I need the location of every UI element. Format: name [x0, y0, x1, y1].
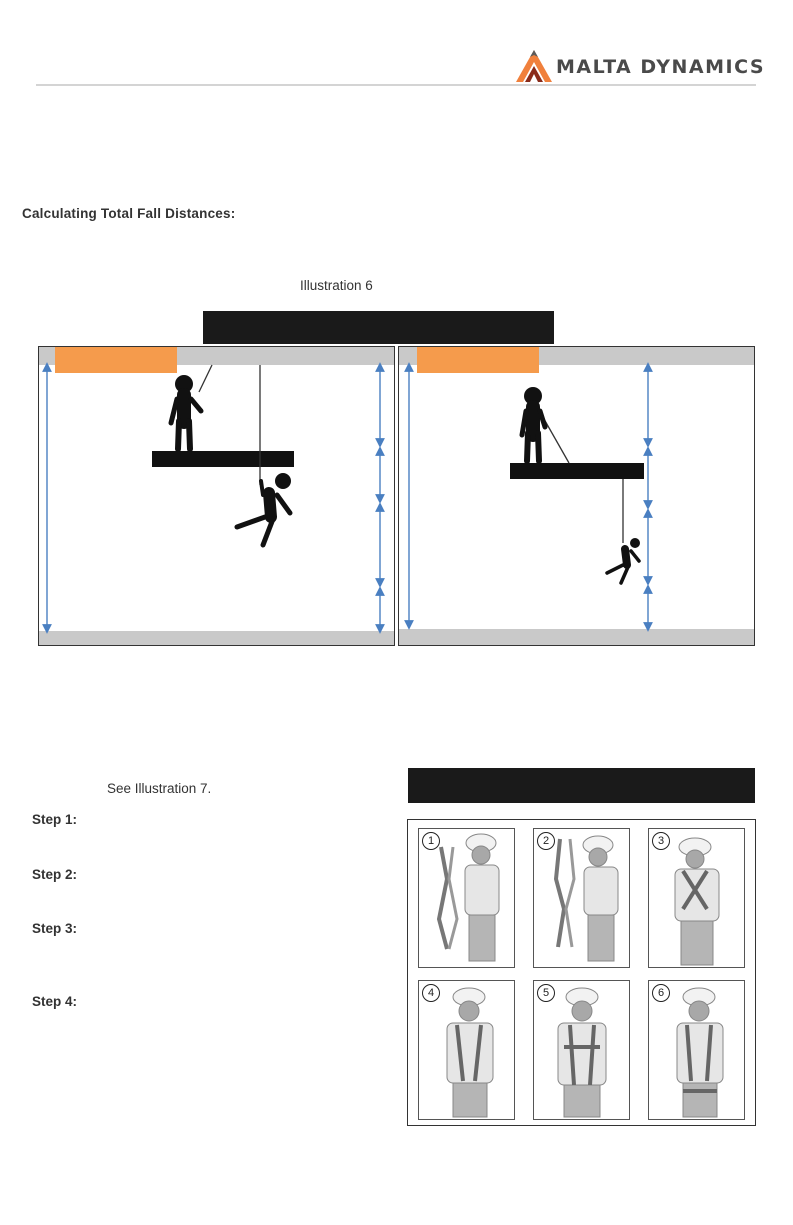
panel-b-tab [417, 347, 539, 373]
worker-back-view-icon [675, 838, 719, 965]
illustration-7-banner [408, 768, 755, 803]
photo-number-5: 5 [537, 984, 555, 1002]
step-4-label: Step 4: [32, 994, 78, 1009]
photo-number-2: 2 [537, 832, 555, 850]
worker-lanyard [199, 365, 212, 392]
standing-worker-icon [522, 387, 545, 461]
step-2-label: Step 2: [32, 867, 78, 882]
standing-worker-icon [171, 375, 201, 449]
worker-lanyard [544, 419, 569, 463]
brand-name: MALTA DYNAMICS [556, 56, 766, 78]
worker-shaking-harness-icon [556, 836, 618, 961]
harness-donning-photos [407, 819, 756, 1126]
photo-number-4: 4 [422, 984, 440, 1002]
photo-number-6: 6 [652, 984, 670, 1002]
harness-photo-5 [533, 980, 630, 1120]
step-1-label: Step 1: [32, 812, 78, 827]
worker-holding-harness-icon [439, 834, 499, 961]
harness-photo-3 [648, 828, 745, 968]
section-title: Calculating Total Fall Distances: [22, 206, 236, 221]
photo-number-1: 1 [422, 832, 440, 850]
photo-number-3: 3 [652, 832, 670, 850]
worker-tightening-straps-icon [677, 988, 723, 1117]
worker-buckling-chest-strap-icon [558, 988, 606, 1117]
fall-diagram-panel-b [398, 346, 755, 646]
worker-adjusting-harness-icon [447, 988, 493, 1117]
ground-level-band [399, 629, 754, 645]
illustration-6-banner [203, 311, 554, 344]
brand-logo [512, 46, 766, 86]
header-divider [36, 84, 756, 86]
harness-photo-1 [418, 828, 515, 968]
illustration-6-caption: Illustration 6 [300, 278, 373, 293]
work-platform [152, 451, 294, 467]
fall-diagram-panel-a [38, 346, 395, 646]
falling-worker-icon [237, 473, 291, 545]
illustration-7-caption: See Illustration 7. [107, 781, 212, 796]
harness-photo-4 [418, 980, 515, 1120]
work-platform [510, 463, 644, 479]
harness-photo-2 [533, 828, 630, 968]
step-3-label: Step 3: [32, 921, 78, 936]
mountain-peak-logo-icon [512, 46, 556, 86]
panel-a-tab [55, 347, 177, 373]
harness-photo-6 [648, 980, 745, 1120]
ground-level-band [39, 631, 394, 645]
falling-worker-icon [607, 538, 640, 583]
